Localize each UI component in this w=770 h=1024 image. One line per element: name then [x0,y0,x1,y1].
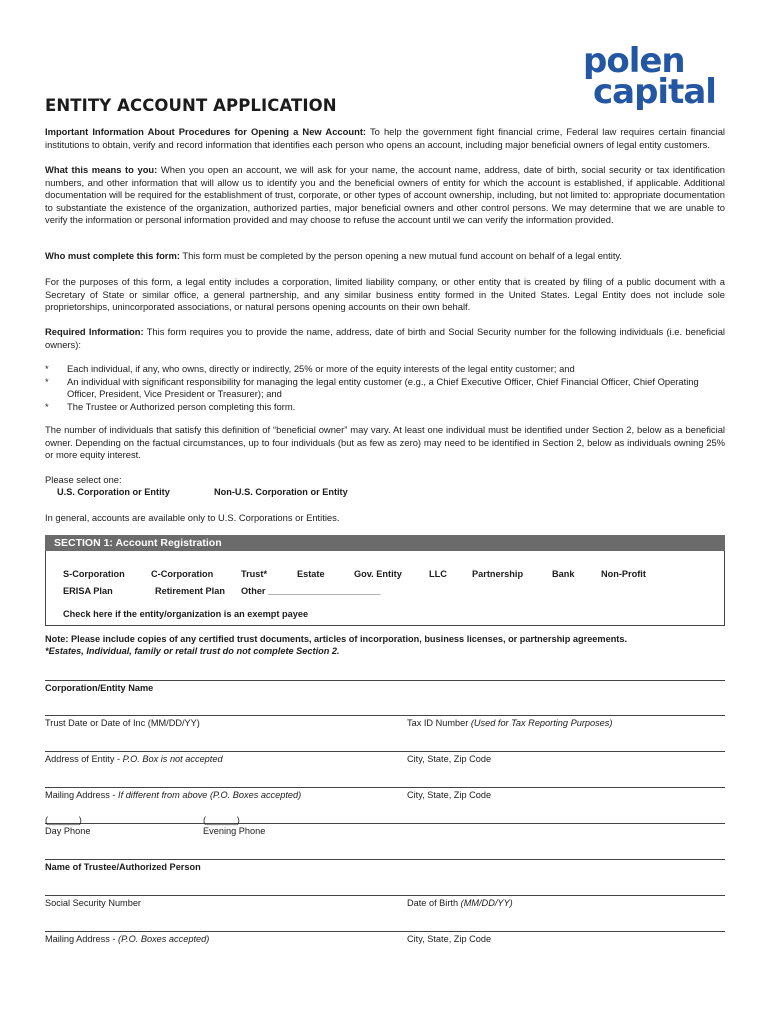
option-retirement-plan[interactable]: Retirement Plan [155,586,225,596]
section2-exclusion-note: *Estates, Individual, family or retail trust do not complete Section 2. [45,646,340,656]
corporation-name-field[interactable]: Corporation/Entity Name [45,683,154,693]
option-s-corporation[interactable]: S-Corporation [63,569,125,579]
day-phone-area-code[interactable]: (______) [45,815,82,825]
form-rule [45,680,725,681]
form-rule [45,787,725,788]
select-prompt: Please select one: [45,474,122,485]
form-rule [45,895,725,896]
trustee-mailing-address-field[interactable]: Mailing Address - (P.O. Boxes accepted) [45,934,210,944]
page-title: ENTITY ACCOUNT APPLICATION [45,96,337,115]
evening-phone-field[interactable]: Evening Phone [203,826,266,836]
general-availability-note: In general, accounts are available only to U.S. Corporations or Entities. [45,512,340,523]
beneficial-owner-note: The number of individuals that satisfy this definition of “beneficial owner” may vary. At least one individual must be identified under Section 2, below as a beneficial owner. Depending on the factual circumstances, up to four individuals (but as few as zero) may need to be identified in Section 2, below as individuals owning 25% or more equity interest. [45,424,725,461]
option-c-corporation[interactable]: C-Corporation [151,569,214,579]
option-erisa-plan[interactable]: ERISA Plan [63,586,113,596]
trustee-city-state-zip-field[interactable]: City, State, Zip Code [407,934,492,944]
us-corporation-option[interactable]: U.S. Corporation or Entity [57,487,170,497]
non-us-corporation-option[interactable]: Non-U.S. Corporation or Entity [214,487,348,497]
what-this-means-paragraph [45,164,725,227]
date-of-birth-field[interactable]: Date of Birth (MM/DD/YY) [407,898,513,908]
beneficial-owner-list [45,363,725,413]
what-this-means-text: When you open an account, we will ask for your name, the account name, address, date of birth, social security or tax identification numbers, and other information that will allow us to identify you and the beneficial owners of entity for which the account is established, if applicable. Additional documentation will be required for the establishment of trust, corporate, or other types of account ownership, including, but not limited to: appropriate documentation to substantiate the existence of the organization, authorized parties, major beneficial owners and other control persons. We may determine that we are unable to verify the information or personal information provided and may choose to refuse the account until we can verify the information provided. [45,164,725,226]
day-phone-field[interactable]: Day Phone [45,826,91,836]
exempt-payee-checkbox[interactable]: Check here if the entity/organization is an exempt payee [63,609,309,619]
list-item: * The Trustee or Authorized person completing this form. [45,400,296,412]
form-rule [45,751,725,752]
who-must-complete-text: This form must be completed by the person opening a new mutual fund account on behalf of a legal entity. [182,250,623,261]
form-rule [45,859,725,860]
option-estate[interactable]: Estate [297,569,325,579]
form-rule [45,931,725,932]
mailing-address-field[interactable]: Mailing Address - If different from above (P.O. Boxes accepted) [45,790,302,800]
tax-id-field[interactable]: Tax ID Number (Used for Tax Reporting Purposes) [407,718,613,728]
trustee-name-field[interactable]: Name of Trustee/Authorized Person [45,862,201,872]
legal-entity-definition: For the purposes of this form, a legal entity includes a corporation, limited liability company, or other entity that is created by filing of a public document with a Secretary of State or similar office, a general partnership, and any similar business entity formed in the United States. Legal Entity does not include sole proprietorships, unincorporated associations, or natural persons opening accounts on their own behalf. [45,276,725,313]
entity-address-field[interactable]: Address of Entity - P.O. Box is not accepted [45,754,223,764]
form-rule [45,823,725,824]
option-partnership[interactable]: Partnership [472,569,524,579]
trust-date-field[interactable]: Trust Date or Date of Inc (MM/DD/YY) [45,718,200,728]
ssn-field[interactable]: Social Security Number [45,898,141,908]
important-info-paragraph [45,126,725,151]
option-non-profit[interactable]: Non-Profit [601,569,646,579]
required-info-text: This form requires you to provide the name, address, date of birth and Social Security number for the following individuals (i.e. beneficial owners): [45,326,726,350]
option-bank[interactable]: Bank [552,569,575,579]
polen-capital-logo: polen capital [583,41,716,112]
option-llc[interactable]: LLC [429,569,447,579]
mailing-city-state-zip-field[interactable]: City, State, Zip Code [407,790,492,800]
required-info-label: Required Information: [45,326,144,337]
who-must-complete-label: Who must complete this form: [45,250,180,261]
documents-note-line: Note: Please include copies of any certified trust documents, articles of incorporation, business licenses, or partnership agreements. [45,634,628,644]
option-trust[interactable]: Trust* [241,569,268,579]
entity-city-state-zip-field[interactable]: City, State, Zip Code [407,754,492,764]
section1-header [45,535,725,551]
list-item: * An individual with significant responsibility for managing the legal entity customer (e.g., a Chief Executive Officer, Chief Financial Officer, Chief Operating Officer, President, Vice President or Treasurer); and [45,375,699,400]
who-must-complete-paragraph [45,250,725,263]
important-info-text: To help the government fight financial crime, Federal law requires certain financial institutions to obtain, verify and record information that identifies each person who opens an account, including major beneficial owners of legal entity customers. [45,126,725,150]
required-info-paragraph [45,326,725,351]
form-rule [45,715,725,716]
list-item: * Each individual, if any, who owns, directly or indirectly, 25% or more of the equity interests of the legal entity customer; and [45,363,575,374]
important-info-label: Important Information About Procedures for Opening a New Account: [45,126,367,137]
documents-note [45,633,735,657]
what-this-means-label: What this means to you: [45,164,158,175]
option-other[interactable]: Other ______________________ [241,586,381,596]
evening-phone-area-code[interactable]: (______) [203,815,240,825]
section1-title: SECTION 1: Account Registration [54,537,222,549]
option-gov-entity[interactable]: Gov. Entity [354,569,402,579]
